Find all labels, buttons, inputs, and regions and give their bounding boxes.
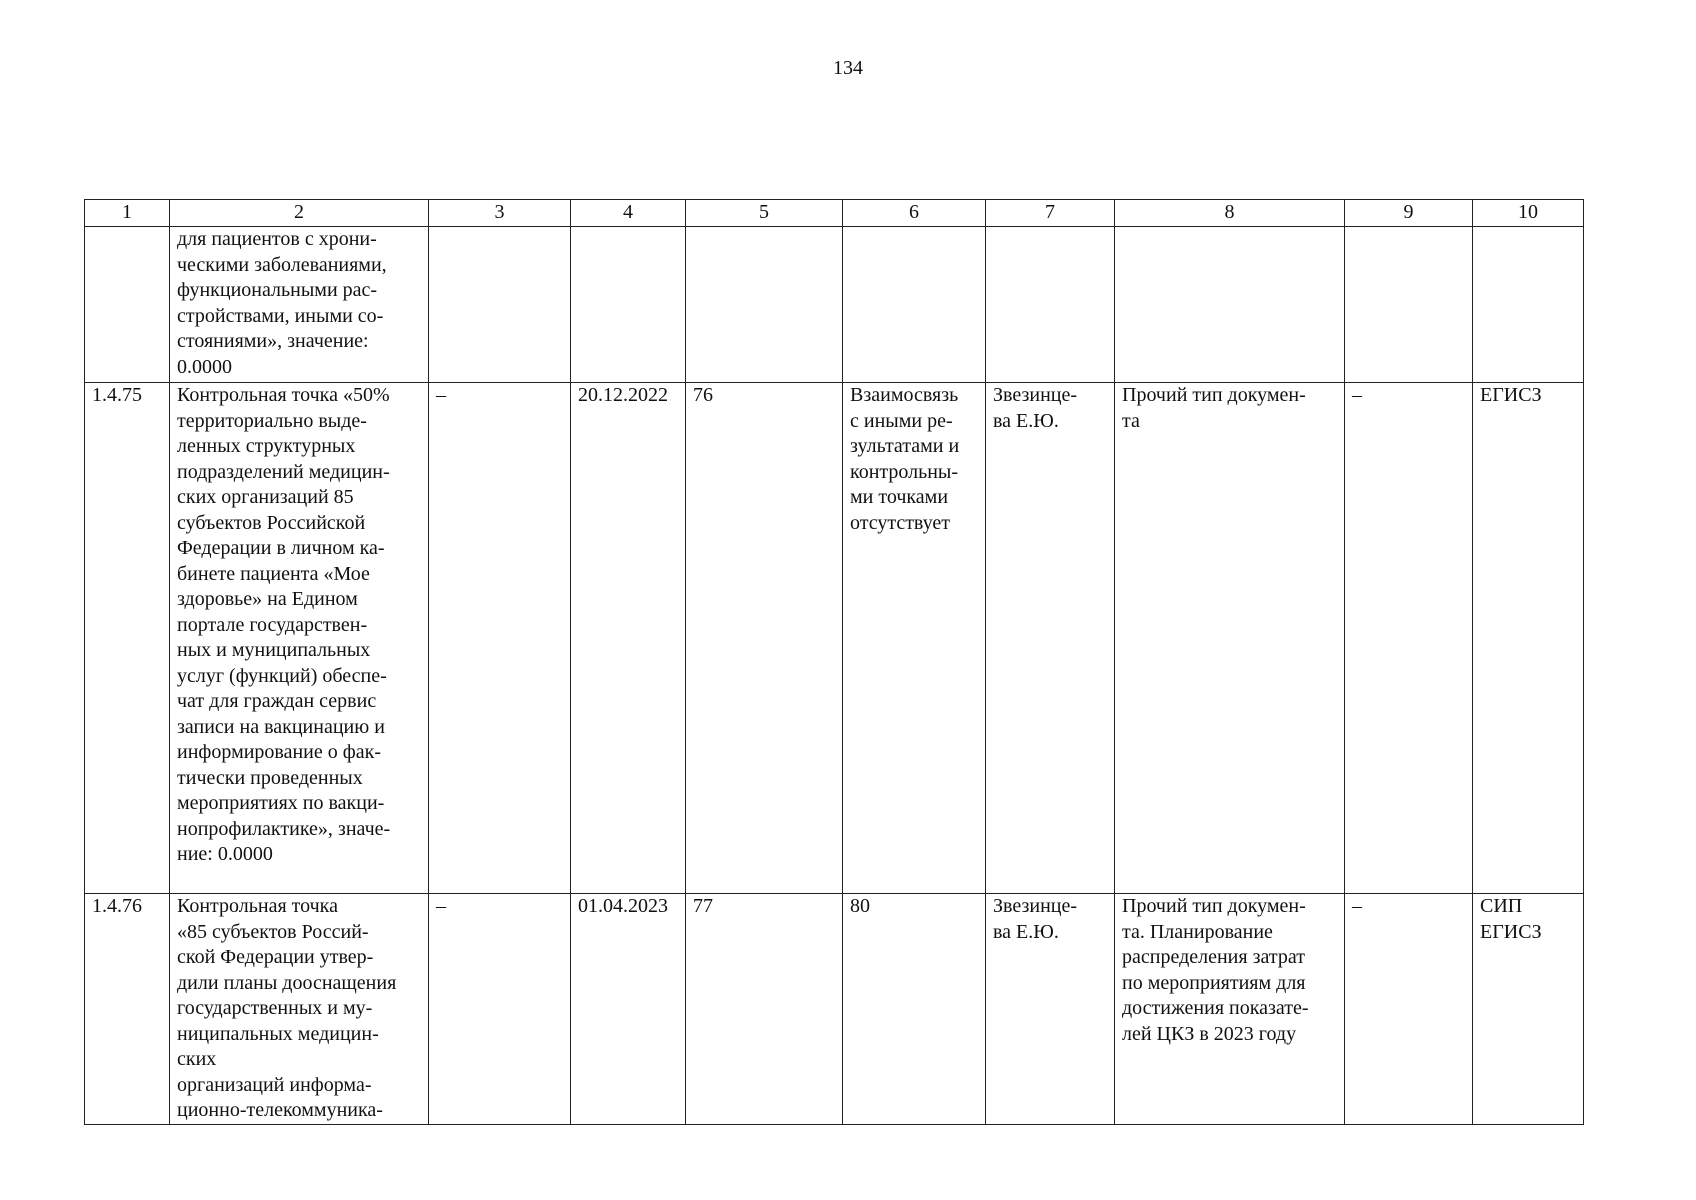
cell-number <box>85 227 170 383</box>
cell-date: 20.12.2022 <box>571 383 686 894</box>
table-row-1-4-76 <box>85 894 1584 1125</box>
cell-number: 1.4.76 <box>85 894 170 1125</box>
cell-document-type: Прочий тип докумен- та. Планирование распределения затрат по мероприятиям для достижения показате- лей ЦКЗ в 2023 году <box>1115 894 1345 1125</box>
cell-col9: – <box>1345 383 1473 894</box>
column-header: 10 <box>1473 200 1584 227</box>
table-header <box>85 200 1584 227</box>
page-number: 134 <box>833 57 863 79</box>
cell-description: для пациентов с хрони- ческими заболеваниями, функциональными рас- стройствами, иными со- стояниями», значение: 0.0000 <box>170 227 429 383</box>
cell-col9 <box>1345 227 1473 383</box>
column-header: 5 <box>686 200 843 227</box>
cell-col3: – <box>429 894 571 1125</box>
column-header: 7 <box>986 200 1115 227</box>
cell-col5: 77 <box>686 894 843 1125</box>
header-row <box>85 200 1584 227</box>
column-header: 9 <box>1345 200 1473 227</box>
cell-responsible: Звезинце- ва Е.Ю. <box>986 383 1115 894</box>
cell-col5 <box>686 227 843 383</box>
cell-responsible <box>986 227 1115 383</box>
table-row-continuation <box>85 227 1584 383</box>
column-header: 1 <box>85 200 170 227</box>
cell-relation: Взаимосвязь с иными ре- зультатами и контрольны- ми точками отсутствует <box>843 383 986 894</box>
cell-document-type <box>1115 227 1345 383</box>
cell-col9: – <box>1345 894 1473 1125</box>
cell-col3: – <box>429 383 571 894</box>
column-header: 2 <box>170 200 429 227</box>
cell-system: ЕГИСЗ <box>1473 383 1584 894</box>
cell-relation: 80 <box>843 894 986 1125</box>
cell-responsible: Звезинце- ва Е.Ю. <box>986 894 1115 1125</box>
cell-system: СИП ЕГИСЗ <box>1473 894 1584 1125</box>
table-row-1-4-75 <box>85 383 1584 894</box>
cell-description: Контрольная точка «85 субъектов Россий- ской Федерации утвер- дили планы дооснащения государственных и му- ниципальных медицин- ских организаций информа- ционно-телекоммуника- <box>170 894 429 1125</box>
plan-table <box>84 199 1584 1125</box>
column-header: 6 <box>843 200 986 227</box>
column-header: 4 <box>571 200 686 227</box>
cell-date <box>571 227 686 383</box>
cell-description: Контрольная точка «50% территориально выде- ленных структурных подразделений медицин- ских организаций 85 субъектов Российской Федерации в личном ка- бинете пациента «Мое здоровье» на Едином портале государствен- ных и муниципальных услуг (функций) обеспе- чат для граждан сервис записи на вакцинацию и информирование о фак- тически проведенных мероприятиях по вакци- нопрофилактике», значе- ние: 0.0000 <box>170 383 429 894</box>
cell-number: 1.4.75 <box>85 383 170 894</box>
cell-col3 <box>429 227 571 383</box>
cell-col5: 76 <box>686 383 843 894</box>
column-header: 3 <box>429 200 571 227</box>
cell-relation <box>843 227 986 383</box>
cell-document-type: Прочий тип докумен- та <box>1115 383 1345 894</box>
cell-date: 01.04.2023 <box>571 894 686 1125</box>
column-header: 8 <box>1115 200 1345 227</box>
cell-system <box>1473 227 1584 383</box>
